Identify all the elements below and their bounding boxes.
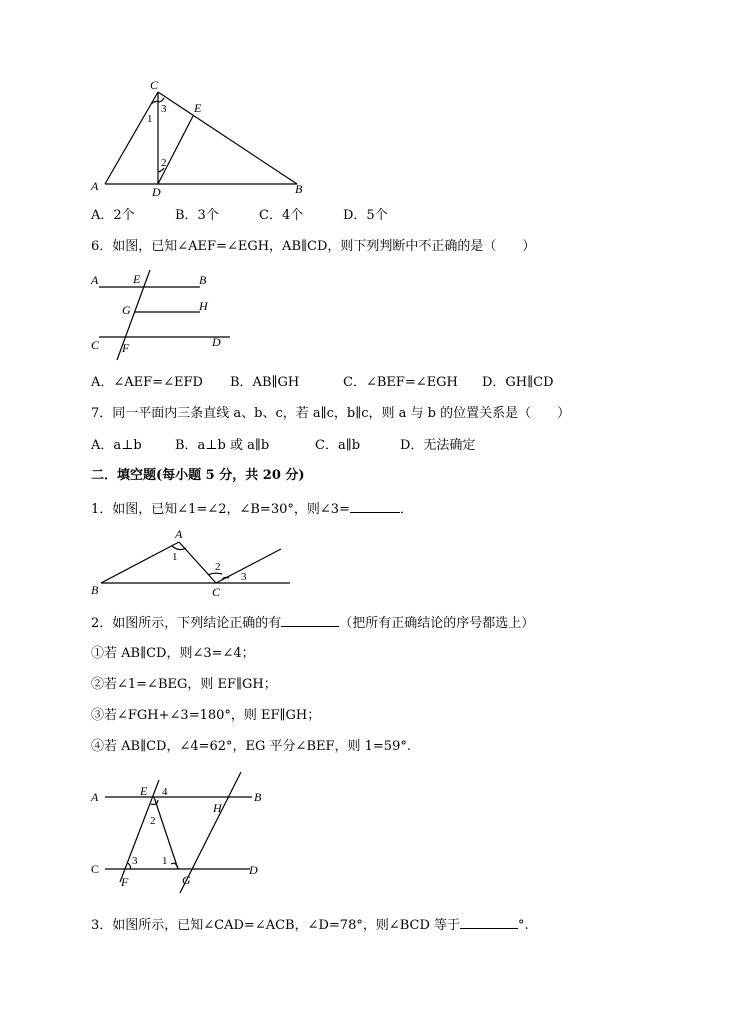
fill2-angle-1: 1 — [162, 855, 168, 867]
q5-option-a: A．2个 — [91, 208, 135, 223]
fill2-label-f: F — [121, 875, 129, 889]
angle-2: 2 — [161, 157, 167, 169]
q7-question: 7．同一平面内三条直线 a、b、c，若 a∥c，b∥c，则 a 与 b 的位置关系是（ ） — [91, 406, 571, 421]
fill-1-tail: ． — [399, 502, 413, 517]
q5-option-b: B．3个 — [175, 208, 219, 223]
fill2-label-g: G — [182, 873, 191, 887]
fill-3-text: 3．如图所示，已知∠CAD=∠ACB，∠D=78°，则∠BCD 等于 — [91, 918, 461, 933]
q7-option-d: D．无法确定 — [400, 438, 476, 453]
fill-3-tail: °. — [518, 918, 529, 933]
fill2-label-e: E — [140, 784, 148, 798]
q6-label-g: G — [122, 303, 131, 317]
q5-option-d: D．5个 — [343, 208, 388, 223]
q6-option-a: A．∠AEF=∠EFD — [91, 375, 203, 390]
q6-label-a: A — [91, 273, 99, 287]
fill-2-tail: （把所有正确结论的序号都选上） — [339, 616, 535, 631]
label-a: A — [91, 179, 99, 193]
q6-option-d: D．GH∥CD — [482, 375, 554, 390]
angle-1: 1 — [147, 113, 153, 125]
fill2-angle-3: 3 — [132, 855, 138, 867]
q5-option-c: C．4个 — [259, 208, 304, 223]
fill2-label-c: C — [91, 862, 100, 876]
fill-2-item-2: ②若∠1=∠BEG，则 EF∥GH； — [91, 677, 277, 692]
fill2-label-h: H — [213, 801, 222, 815]
label-e: E — [194, 101, 202, 115]
q6-question: 6．如图，已知∠AEF=∠EGH，AB∥CD，则下列判断中不正确的是（ ） — [91, 239, 536, 254]
q6-label-e: E — [133, 272, 141, 286]
q6-label-f: F — [122, 341, 130, 355]
fill-3-blank — [460, 916, 518, 929]
fill1-angle-3: 3 — [241, 571, 247, 583]
fill2-label-d: D — [249, 863, 258, 877]
fill-1-text: 1．如图，已知∠1=∠2，∠B=30°，则∠3= — [91, 502, 350, 517]
fill2-angle-4: 4 — [162, 786, 168, 798]
angle-3: 3 — [161, 103, 167, 115]
q6-option-c: C．∠BEF=∠EGH — [343, 375, 458, 390]
label-b: B — [295, 182, 303, 196]
fill-3-question — [91, 916, 529, 934]
fill2-angle-2: 2 — [150, 815, 156, 827]
q6-label-b: B — [199, 273, 207, 287]
q6-label-c: C — [91, 338, 100, 352]
fill1-label-c: C — [212, 585, 221, 599]
fill-2-item-1: ①若 AB∥CD，则∠3=∠4； — [91, 646, 255, 661]
fill-2-item-3: ③若∠FGH+∠3=180°，则 EF∥GH； — [91, 708, 321, 723]
q6-label-h: H — [199, 299, 208, 313]
q7-option-b: B．a⊥b 或 a∥b — [175, 438, 270, 453]
fill1-label-b: B — [91, 583, 99, 597]
fill2-label-a: A — [91, 790, 99, 804]
q6-label-d: D — [212, 335, 221, 349]
fill1-angle-1: 1 — [172, 551, 178, 563]
q7-option-a: A．a⊥b — [91, 438, 142, 453]
fill2-label-b: B — [254, 790, 262, 804]
label-c: C — [150, 78, 159, 92]
fill1-angle-2: 2 — [215, 561, 221, 573]
fill-2-text: 2．如图所示，下列结论正确的有 — [91, 616, 282, 631]
label-d: D — [152, 185, 161, 199]
section-2-title: 二．填空题(每小题 5 分，共 20 分) — [91, 468, 305, 483]
fill-2-item-4: ④若 AB∥CD，∠4=62°，EG 平分∠BEF，则 1=59°. — [91, 739, 411, 754]
q6-option-b: B．AB∥GH — [230, 375, 300, 390]
fill1-label-a: A — [175, 527, 183, 541]
q7-option-c: C．a∥b — [315, 438, 361, 453]
